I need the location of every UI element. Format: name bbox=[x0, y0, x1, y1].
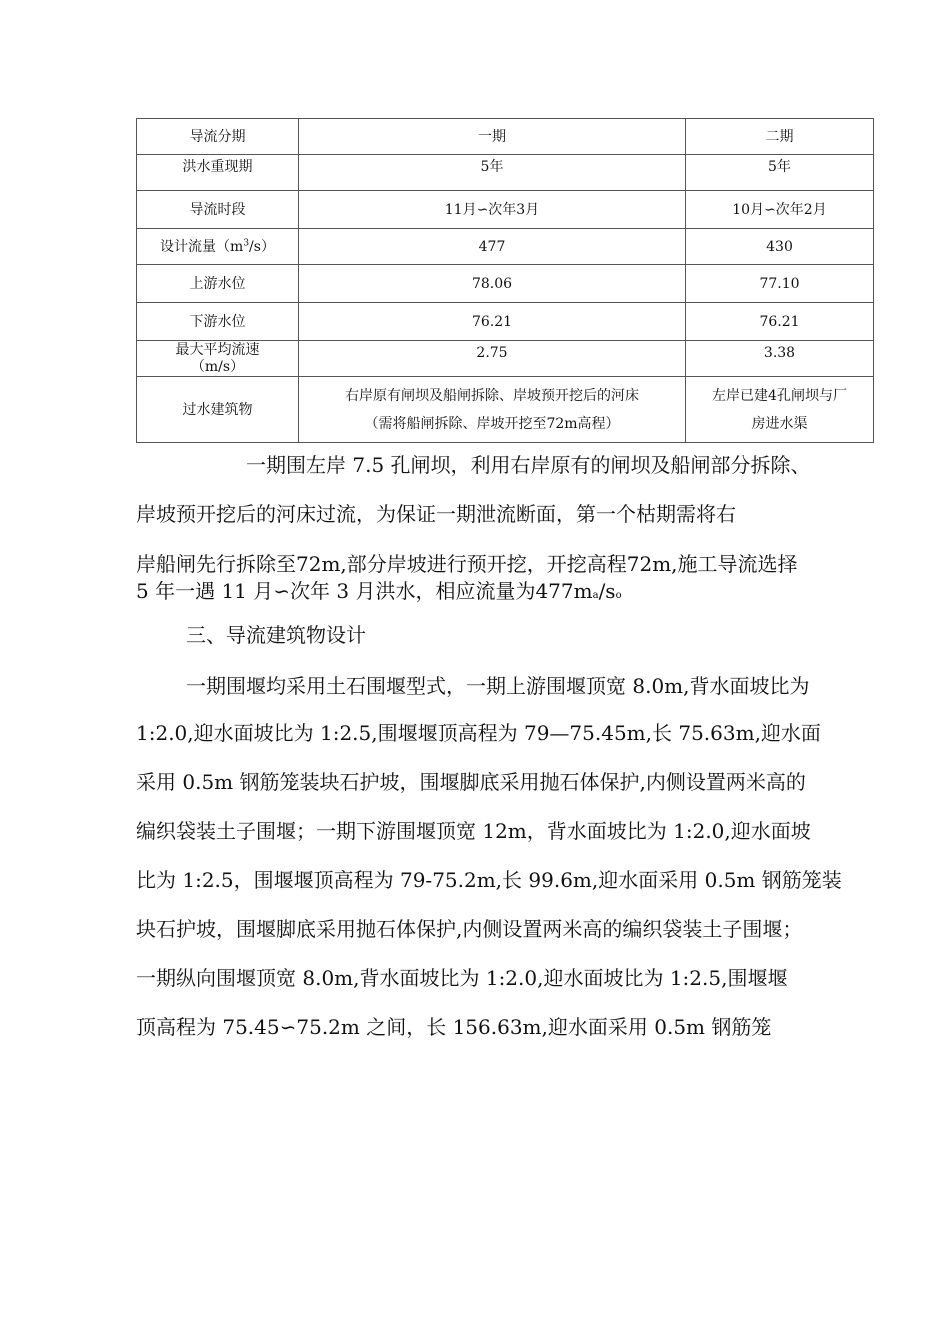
row-label: 过水建筑物 bbox=[137, 377, 299, 443]
phase2-cell: 左岸已建4孔闸坝与厂 房进水渠 bbox=[686, 377, 874, 443]
phase2-cell: 76.21 bbox=[686, 303, 874, 341]
phase2-cell: 430 bbox=[686, 229, 874, 265]
body-line: 岸船闸先行拆除至72m,部分岸坡进行预开挖，开挖高程72m,施工导流选择 bbox=[136, 552, 798, 576]
row-label: 设计流量$(m^3/s)$ bbox=[137, 229, 299, 265]
row-label: 导流分期 bbox=[137, 119, 299, 155]
phase2-cell: 77.10 bbox=[686, 265, 874, 303]
table-row bbox=[137, 155, 874, 191]
table-row bbox=[137, 229, 874, 265]
body-line: 一期围左岸 7.5 孔闸坝，利用右岸原有的闸坝及船闸部分拆除、 bbox=[246, 453, 811, 477]
row-label: 最大平均流速 （m/s） bbox=[137, 341, 299, 377]
table-row bbox=[137, 377, 874, 443]
phase1-cell: 一期 bbox=[299, 119, 686, 155]
phase1-cell: 78.06 bbox=[299, 265, 686, 303]
phase1-cell: 11月∽次年3月 bbox=[299, 191, 686, 229]
body-line: 岸坡预开挖后的河床过流，为保证一期泄流断面，第一个枯期需将右 bbox=[136, 502, 736, 526]
phase2-cell: 3.38 bbox=[686, 341, 874, 377]
diversion-parameters-table bbox=[136, 118, 874, 443]
row-label: 上游水位 bbox=[137, 265, 299, 303]
phase2-cell: 二期 bbox=[686, 119, 874, 155]
phase1-cell: 477 bbox=[299, 229, 686, 265]
row-label: 洪水重现期 bbox=[137, 155, 299, 191]
row-label: 导流时段 bbox=[137, 191, 299, 229]
body-line: 块石护坡，围堰脚底采用抛石体保护,内侧设置两米高的编织袋装土子围堰； bbox=[136, 917, 803, 941]
table-row bbox=[137, 119, 874, 155]
table-row bbox=[137, 265, 874, 303]
table-row bbox=[137, 341, 874, 377]
body-line: 一期纵向围堰顶宽 8.0m,背水面坡比为 1:2.0,迎水面坡比为 1:2.5,围堰堰 bbox=[136, 966, 788, 990]
table-row bbox=[137, 303, 874, 341]
body-line: 5 年一遇 11 月∽次年 3 月洪水，相应流量为477ma/so bbox=[136, 579, 622, 603]
phase2-cell: 10月∽次年2月 bbox=[686, 191, 874, 229]
body-line: 编织袋装土子围堰；一期下游围堰顶宽 12m，背水面坡比为 1:2.0,迎水面坡 bbox=[136, 819, 811, 843]
body-line: 比为 1:2.5，围堰堰顶高程为 79-75.2m,长 99.6m,迎水面采用 0.5m 钢筋笼装 bbox=[136, 868, 842, 892]
body-line: 一期围堰均采用土石围堰型式，一期上游围堰顶宽 8.0m,背水面坡比为 bbox=[186, 674, 810, 698]
phase2-cell: 5年 bbox=[686, 155, 874, 191]
row-label: 下游水位 bbox=[137, 303, 299, 341]
phase1-cell: 5年 bbox=[299, 155, 686, 191]
table-row bbox=[137, 191, 874, 229]
phase1-cell: 右岸原有闸坝及船闸拆除、岸坡预开挖后的河床 （需将船闸拆除、岸坡开挖至72m高程） bbox=[299, 377, 686, 443]
body-line: 采用 0.5m 钢筋笼装块石护坡，围堰脚底采用抛石体保护,内侧设置两米高的 bbox=[136, 770, 806, 794]
body-line: 顶高程为 75.45∽75.2m 之间，长 156.63m,迎水面采用 0.5m 钢筋笼 bbox=[136, 1015, 772, 1039]
section-heading: 三、导流建筑物设计 bbox=[186, 623, 366, 647]
phase1-cell: 76.21 bbox=[299, 303, 686, 341]
body-line: 1:2.0,迎水面坡比为 1:2.5,围堰堰顶高程为 79—75.45m,长 75.63m,迎水面 bbox=[136, 721, 821, 745]
phase1-cell: 2.75 bbox=[299, 341, 686, 377]
